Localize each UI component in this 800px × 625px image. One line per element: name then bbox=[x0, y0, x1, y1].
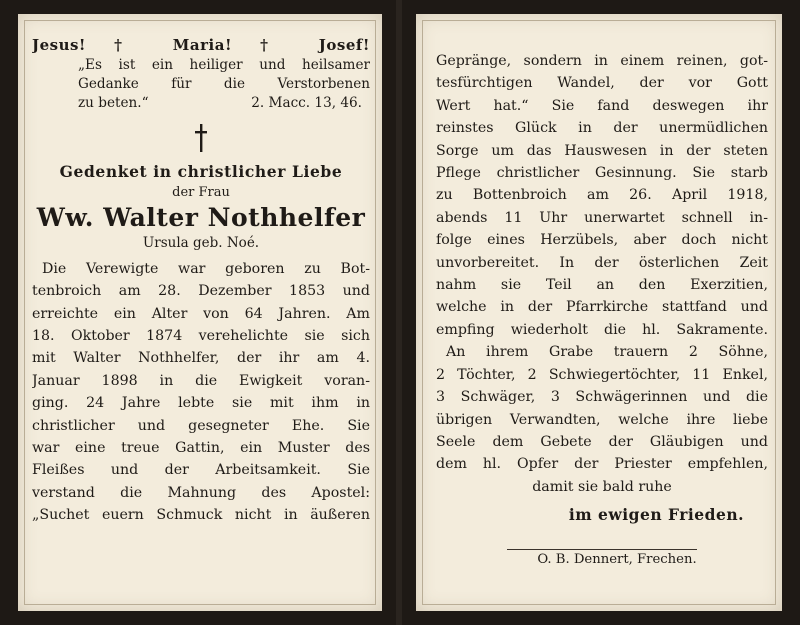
quote-citation: 2. Macc. 13, 46. bbox=[251, 95, 362, 112]
body-line: abends 11 Uhr unerwartet schnell in- bbox=[436, 209, 768, 226]
printer-credit: O. B. Dennert, Frechen. bbox=[537, 551, 697, 567]
right-body-text bbox=[436, 50, 768, 341]
invocation bbox=[32, 34, 370, 56]
invocation-cross-2: † bbox=[260, 36, 291, 54]
body-line: Fleißes und der Arbeitsamkeit. Sie bbox=[32, 462, 370, 479]
body-line: mit Walter Nothhelfer, der ihr am 4. bbox=[32, 350, 370, 367]
left-card-content bbox=[32, 34, 370, 601]
quote-line: „Es ist ein heiliger und heilsamer bbox=[78, 57, 370, 74]
invocation-jesus: Jesus! bbox=[32, 36, 87, 54]
body-line: empfing wiederholt die hl. Sakramente. bbox=[436, 321, 768, 338]
scripture-quote bbox=[32, 56, 370, 94]
left-body-text bbox=[32, 258, 370, 527]
invocation-cross-1: † bbox=[114, 36, 145, 54]
body-line: „Suchet euern Schmuck nicht in äußeren bbox=[32, 507, 370, 524]
memorial-heading: Gedenket in christlicher Liebe bbox=[59, 162, 343, 182]
body-line: verstand die Mahnung des Apostel: bbox=[32, 484, 370, 501]
quote-line: Gedanke für die Verstorbenen bbox=[78, 76, 370, 93]
mourners-text bbox=[436, 341, 768, 498]
left-card-paper bbox=[18, 14, 382, 611]
body-line: unvorbereitet. In der österlichen Zeit bbox=[436, 254, 768, 271]
body-line: Wert hat.“ Sie fand deswegen ihr bbox=[436, 97, 768, 114]
body-line: zu Bottenbroich am 26. April 1918, bbox=[436, 187, 768, 204]
body-line: Gepränge, sondern in einem reinen, got- bbox=[436, 53, 768, 69]
body-line: damit sie bald ruhe bbox=[532, 478, 672, 495]
body-line: erreichte ein Alter von 64 Jahren. Am bbox=[32, 305, 370, 322]
body-line: welche in der Pfarrkirche stattfand und bbox=[436, 299, 768, 316]
body-line: tesfürchtigen Wandel, der vor Gott bbox=[436, 75, 768, 92]
body-line: christlicher und gesegneter Ehe. Sie bbox=[32, 417, 370, 434]
quote-last: zu beten.“ bbox=[78, 95, 149, 112]
body-line: Pflege christlicher Gesinnung. Sie starb bbox=[436, 165, 768, 182]
body-line: Sorge um das Hauswesen in der steten bbox=[436, 142, 768, 159]
deceased-name: Ww. Walter Nothhelfer bbox=[36, 202, 366, 232]
body-line: 3 Schwäger, 3 Schwägerinnen und die bbox=[436, 389, 768, 406]
quote-reference-line bbox=[32, 94, 370, 113]
body-line: nahm sie Teil an den Exerzitien, bbox=[436, 277, 768, 294]
right-card-paper bbox=[416, 14, 782, 611]
body-line: reinstes Glück in der unermüdlichen bbox=[436, 120, 768, 137]
right-card-content bbox=[436, 50, 768, 601]
body-line: war eine treue Gattin, ein Muster des bbox=[32, 440, 370, 457]
body-line: dem hl. Opfer der Priester empfehlen, bbox=[436, 456, 768, 473]
left-card bbox=[0, 0, 398, 625]
body-line: tenbroich am 28. Dezember 1853 und bbox=[32, 283, 370, 300]
invocation-josef: Josef! bbox=[318, 36, 370, 54]
body-line: 2 Töchter, 2 Schwiegertöchter, 11 Enkel, bbox=[436, 366, 768, 383]
body-line: An ihrem Grabe trauern 2 Söhne, bbox=[446, 344, 768, 361]
cross-icon bbox=[32, 123, 370, 153]
body-line: Die Verewigte war geboren zu Bot- bbox=[42, 260, 370, 277]
body-line: übrigen Verwandten, welche ihre liebe bbox=[436, 411, 768, 428]
right-card bbox=[402, 0, 800, 625]
maiden-name: Ursula geb. Noé. bbox=[142, 234, 260, 251]
body-line: Seele dem Gebete der Gläubigen und bbox=[436, 433, 768, 450]
der-frau: der Frau bbox=[172, 184, 230, 200]
body-line: Januar 1898 in die Ewigkeit voran- bbox=[32, 372, 370, 389]
closing-line: im ewigen Frieden. bbox=[568, 505, 744, 525]
body-line: ging. 24 Jahre lebte sie mit ihm in bbox=[32, 395, 370, 412]
body-line: 18. Oktober 1874 verehelichte sie sich bbox=[32, 328, 370, 345]
body-line: folge eines Herzübels, aber doch nicht bbox=[436, 232, 768, 249]
invocation-maria: Maria! bbox=[172, 36, 233, 54]
